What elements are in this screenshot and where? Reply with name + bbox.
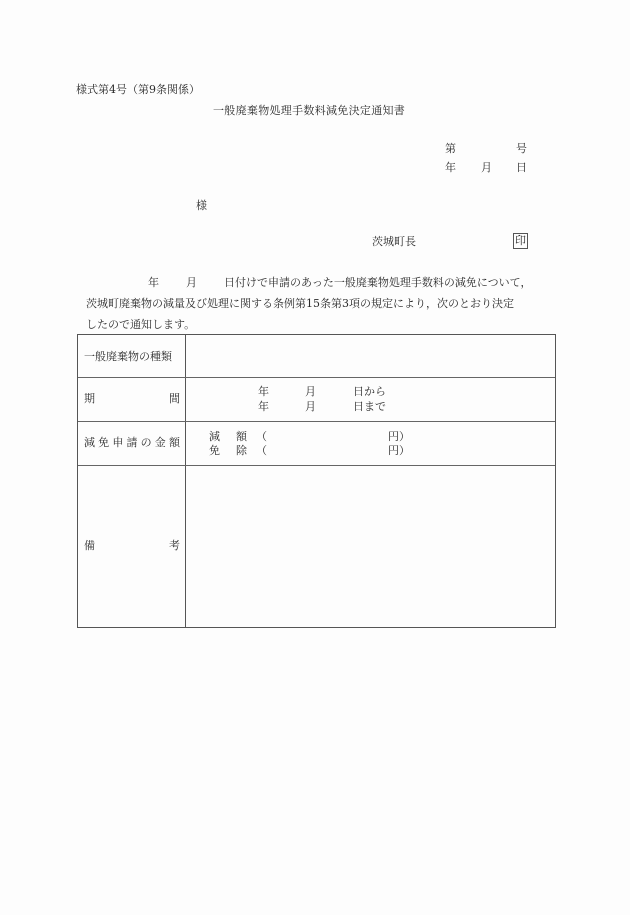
period-from-year: 年 — [258, 385, 269, 398]
form-number: 様式第4号（第9条関係） — [76, 83, 200, 96]
notice-line-1-text: 日付けで申請のあった一般廃棄物処理手数料の減免について， — [224, 276, 532, 289]
reference-number-suffix: 号 — [516, 142, 527, 155]
reduction-open-paren: （ — [256, 430, 267, 443]
notice-line-3: したので通知します。 — [86, 318, 196, 331]
notice-line-1 — [76, 272, 566, 293]
application-year: 年 — [148, 276, 159, 289]
reduction-yen: 円） — [388, 430, 410, 443]
period-to-year: 年 — [258, 400, 269, 413]
reduction-label-a: 減 — [209, 430, 220, 443]
application-month: 月 — [186, 276, 197, 289]
reduction-label-b: 額 — [236, 430, 247, 443]
column-divider — [185, 335, 186, 627]
issue-date-day: 日 — [516, 161, 527, 174]
decision-table — [77, 334, 556, 628]
document-title: 一般廃棄物処理手数料減免決定通知書 — [213, 104, 406, 117]
seal-icon: 印 — [515, 234, 526, 247]
period-to-month: 月 — [305, 400, 316, 413]
row-divider — [78, 421, 555, 422]
row-divider — [78, 465, 555, 466]
exemption-open-paren: （ — [256, 444, 267, 457]
addressee-honorific: 様 — [196, 199, 207, 212]
notice-line-2: 茨城町廃棄物の減量及び処理に関する条例第15条第3項の規定により，次のとおり決定 — [86, 297, 514, 310]
waste-type-label: 一般廃棄物の種類 — [84, 350, 172, 363]
period-from-day: 日から — [353, 385, 386, 398]
amount-label: 減 免 申 請 の 金 額 — [84, 436, 180, 449]
issuer-name: 茨城町長 — [372, 235, 416, 248]
exemption-label-b: 除 — [236, 444, 247, 457]
issue-date-month: 月 — [481, 161, 492, 174]
period-to-day: 日まで — [353, 400, 386, 413]
period-label: 期 間 — [84, 392, 180, 405]
row-divider — [78, 377, 555, 378]
notice-body — [76, 272, 566, 335]
exemption-yen: 円） — [388, 444, 410, 457]
issue-date-year: 年 — [445, 161, 456, 174]
remarks-label: 備 考 — [84, 539, 180, 552]
period-from-month: 月 — [305, 385, 316, 398]
exemption-label-a: 免 — [209, 444, 220, 457]
reference-number-prefix: 第 — [445, 142, 456, 155]
